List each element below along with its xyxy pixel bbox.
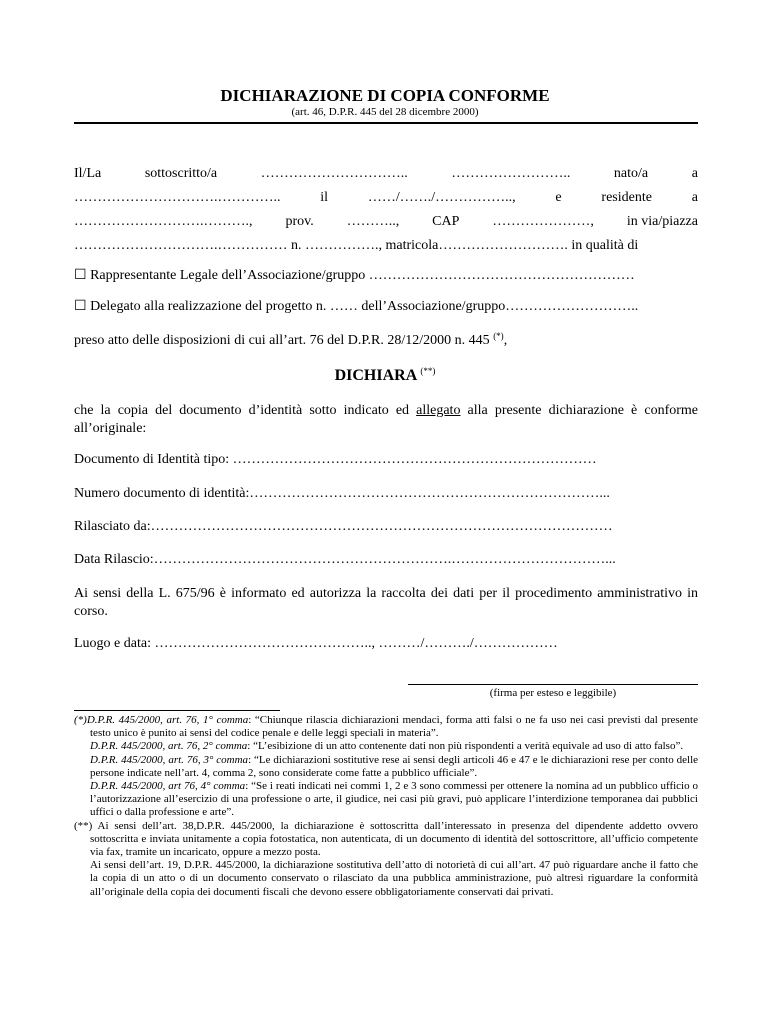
surname-blank[interactable]: …………………….. (451, 166, 571, 181)
signature-line[interactable] (408, 684, 698, 685)
field-issued-by[interactable]: Rilasciato da:……………………………………………………………………………………… (74, 519, 613, 534)
signature-caption: (firma per esteso e leggibile) (489, 687, 617, 699)
footnote-4-text: : “Se i reati indicati nei commi 1, 2 e 3 sono commessi per ottenere la nomina ad un pubblico ufficio o l’autorizzazione all’esercizio di una professione o arte, il giudice, nei casi più gravi, può applicare l’interdizione temporanea dai pubblici uffici o dalla professione e arte”. (90, 780, 698, 819)
option-delegate[interactable] (74, 298, 638, 315)
footnote-3-text: : “Le dichiarazioni sostitutive rese ai sensi degli articoli 46 e 47 e le dichiarazioni rese per conto delle persone indicate nell’art. 4, comma 2, sono considerate come fatte a pubblico ufficiale”. (90, 753, 699, 779)
footnotes (74, 714, 698, 899)
label-via-piazza: in via/piazza (626, 214, 698, 229)
label-a-2: a (691, 190, 698, 205)
label-e: e (555, 190, 562, 205)
label-il-la: Il/La (74, 166, 102, 181)
label-prov: prov. (285, 214, 314, 229)
intro-line-3 (74, 214, 698, 230)
footnote-3-ref: D.P.R. 445/2000, art. 76, 3° comma (90, 753, 249, 766)
dichiara-title: DICHIARA (334, 367, 417, 384)
preso-atto-end: , (503, 333, 508, 348)
footnote-5: (**) Ai sensi dell’art. 38,D.P.R. 445/2000, la dichiarazione è sottoscritta dall’interessato in presenza del dipendente addetto ovvero sottoscritta e inviata unitamente a copia fotostatica, non autenticata, di un documento di identità del sottoscrittore, all’ufficio competente via fax, tramite un incaricato, oppure a mezzo posta. (74, 819, 698, 859)
option-legal-representative-label: Rappresentante Legale dell’Associazione/gruppo ………………………………………………… (90, 268, 635, 283)
field-document-number[interactable]: Numero documento di identità:…………………………………………………………………... (74, 486, 610, 501)
footnote-1 (74, 714, 698, 740)
footnote-1-text: : “Chiunque rilascia dichiarazioni mendaci, forma atti falsi o ne fa uso nei casi previsti dal presente testo unico è punito ai sensi del codice penale e delle leggi speciali in materia”. (90, 714, 698, 740)
intro-line-4[interactable]: ………………………….…………… n. ……………., matricola………………………. in qualità di (74, 238, 639, 253)
label-sottoscritto: sottoscritto/a (144, 166, 218, 181)
footnote-divider (74, 710, 280, 711)
statement-paragraph (74, 402, 698, 438)
footnote-2-ref: D.P.R. 445/2000, art. 76, 2° comma (90, 740, 248, 753)
privacy-paragraph: Ai sensi della L. 675/96 è informato ed autorizza la raccolta dei dati per il procedimento amministrativo in corso. (74, 586, 698, 619)
preso-atto-line (74, 331, 507, 349)
footnote-6: Ai sensi dell’art. 19, D.P.R. 445/2000, la dichiarazione sostitutiva dell’atto di notorietà di cui all’art. 47 può riguardare anche il fatto che la copia di un atto o di un documento conservato o rilasciato da una pubblica amministrazione, può altresì riguardare la conformità all’originale della copia dei documenti fiscali che devono essere obbligatoriamente conservati dai privati. (90, 859, 698, 898)
statement-after: alla presente dichiarazione è conforme all’originale: (74, 403, 698, 436)
label-nato: nato/a (613, 166, 649, 181)
footnote-4-ref: D.P.R. 445/2000, art 76, 4° comma (90, 780, 246, 793)
statement-underlined: allegato (416, 403, 461, 418)
checkbox-icon[interactable]: ☐ (74, 299, 87, 314)
label-a: a (691, 166, 698, 181)
footnote-ref-2: (**) (420, 366, 436, 376)
option-legal-representative[interactable] (74, 267, 635, 284)
field-issue-date[interactable]: Data Rilascio:……………………………………………………….……………………………... (74, 552, 616, 567)
footnote-4 (74, 780, 698, 820)
footnote-1-ref: (*)D.P.R. 445/2000, art. 76, 1° comma (74, 714, 249, 726)
dichiara-heading (0, 366, 770, 385)
label-il: il (320, 190, 329, 205)
residence-blank[interactable]: ……………………….………., (74, 214, 253, 229)
intro-line-2 (74, 190, 698, 206)
birthplace-blank[interactable]: ………………………….………….. (74, 190, 281, 205)
statement-before: che la copia del documento d’identità sotto indicato ed (74, 403, 410, 418)
birthdate-blank[interactable]: ……/……./…………….., (367, 190, 516, 205)
label-residente: residente (601, 190, 652, 205)
intro-line-1 (74, 166, 698, 182)
prov-blank[interactable]: ……….., (346, 214, 400, 229)
document-subtitle: (art. 46, D.P.R. 445 del 28 dicembre 2000) (291, 106, 479, 118)
footnote-2-text: : “L’esibizione di un atto contenente dati non più rispondenti a verità equivale ad uso di atto falso”. (247, 740, 684, 753)
label-cap: CAP (432, 214, 460, 229)
document-title: DICHIARAZIONE DI COPIA CONFORME (220, 86, 550, 105)
field-document-type[interactable]: Documento di Identità tipo: …………………………………………………………………… (74, 452, 597, 467)
preso-atto-text: preso atto delle disposizioni di cui all’art. 76 del D.P.R. 28/12/2000 n. 445 (74, 333, 490, 348)
option-delegate-label: Delegato alla realizzazione del progetto n. …… dell’Associazione/gruppo……………………….. (90, 299, 639, 314)
title-divider (74, 122, 698, 124)
name-blank[interactable]: ………………………….. (260, 166, 408, 181)
footnote-2 (74, 740, 698, 753)
footnote-ref-1: (*) (493, 331, 504, 341)
footnote-3 (74, 754, 698, 780)
checkbox-icon[interactable]: ☐ (74, 268, 87, 283)
field-place-date[interactable]: Luogo e data: ……………………………………….., ………/………./……………… (74, 636, 558, 651)
cap-blank[interactable]: …………………, (492, 214, 594, 229)
